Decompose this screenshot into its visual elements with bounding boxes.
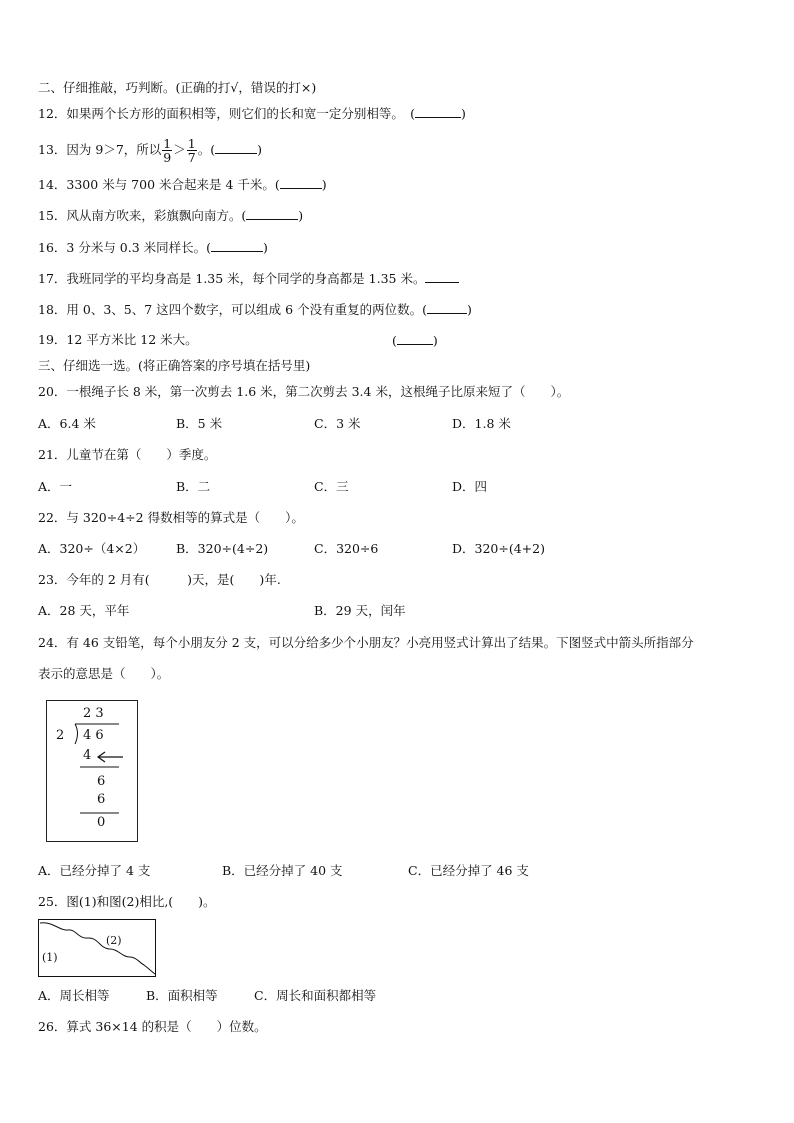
q15-text: 15．风从南方吹来，彩旗飘向南方。( <box>38 208 247 223</box>
question-22: 22．与 320÷4÷2 得数相等的算式是（ ）。 <box>38 510 304 525</box>
q25-option-a[interactable]: A．周长相等 <box>38 988 110 1003</box>
question-19 <box>38 332 198 348</box>
fraction-1-9 <box>162 137 172 164</box>
rectangle-with-curve <box>38 919 158 979</box>
answer-blank[interactable] <box>280 176 322 189</box>
q13-post: 。( <box>197 142 216 157</box>
remainder-6: 6 <box>97 774 106 789</box>
answer-blank[interactable] <box>246 207 298 220</box>
step-product-6: 6 <box>97 792 106 807</box>
q22-option-c[interactable]: C．320÷6 <box>314 541 379 556</box>
answer-blank[interactable] <box>425 270 459 283</box>
q18-text: 18．用 0、3、5、7 这四个数字，可以组成 6 个没有重复的两位数。( <box>38 302 427 317</box>
q20-option-a[interactable]: A．6.4 米 <box>38 416 96 431</box>
q12-close: ) <box>461 106 466 121</box>
q24-option-b[interactable]: B．已经分掉了 40 支 <box>222 863 343 878</box>
q22-option-d[interactable]: D．320÷(4+2) <box>452 541 545 556</box>
q20-option-c[interactable]: C．3 米 <box>314 416 361 431</box>
answer-blank[interactable] <box>215 141 257 154</box>
q25-option-b[interactable]: B．面积相等 <box>146 988 218 1003</box>
fraction-numerator: 1 <box>187 136 196 151</box>
q14-close: ) <box>321 177 327 192</box>
fraction-numerator: 1 <box>163 136 172 151</box>
quotient: 2 3 <box>83 706 104 721</box>
q16-text: 16．3 分米与 0.3 米同样长。( <box>38 240 212 255</box>
q21-option-b[interactable]: B．二 <box>176 479 211 494</box>
q22-option-a[interactable]: A．320÷（4×2） <box>38 541 146 556</box>
q17-text: 17．我班同学的平均身高是 1.35 米，每个同学的身高都是 1.35 米。 <box>38 271 426 286</box>
answer-blank[interactable] <box>211 239 263 252</box>
question-14 <box>38 176 327 193</box>
question-15 <box>38 207 303 224</box>
q21-option-a[interactable]: A．一 <box>38 479 73 494</box>
q13-text: 13．因为 9＞7，所以 <box>38 142 162 157</box>
question-24-line1: 24．有 46 支铅笔，每个小朋友分 2 支，可以分给多少个小朋友？小亮用竖式计算出了结果。下图竖式中箭头所指部分 <box>38 635 694 650</box>
q24-option-c[interactable]: C．已经分掉了 46 支 <box>408 863 529 878</box>
answer-blank[interactable] <box>427 301 467 314</box>
dividend: 4 6 <box>83 728 104 743</box>
question-17 <box>38 270 459 287</box>
q22-option-b[interactable]: B．320÷(4÷2) <box>176 541 269 556</box>
left-arrow-icon <box>95 751 135 763</box>
q16-close: ) <box>263 240 268 255</box>
question-12 <box>38 105 466 122</box>
q19-close: ) <box>432 333 438 348</box>
final-remainder: 0 <box>97 815 106 830</box>
fraction-denominator: 9 <box>163 150 172 165</box>
section2-heading: 二、仔细推敲，巧判断。(正确的打√，错误的打×) <box>38 80 317 95</box>
q13-close: ) <box>257 142 262 157</box>
question-26: 26．算式 36×14 的积是（ ）位数。 <box>38 1019 267 1034</box>
q24-option-a[interactable]: A．已经分掉了 4 支 <box>38 863 151 878</box>
region-1-label: (1) <box>42 951 58 964</box>
section3-heading: 三、仔细选一选。(将正确答案的序号填在括号里) <box>38 358 311 373</box>
question-16 <box>38 239 268 256</box>
divisor: 2 <box>56 728 65 743</box>
question-24-line2: 表示的意思是（ ）。 <box>38 666 170 681</box>
question-13 <box>38 133 262 167</box>
answer-blank[interactable] <box>415 105 461 118</box>
q19-answer <box>392 332 438 349</box>
division-bracket-lines <box>47 701 137 841</box>
q20-option-d[interactable]: D．1.8 米 <box>452 416 511 431</box>
question-25: 25．图(1)和图(2)相比,( )。 <box>38 894 216 909</box>
q21-option-c[interactable]: C．三 <box>314 479 349 494</box>
q23-option-a[interactable]: A．28 天，平年 <box>38 603 130 618</box>
q25-option-c[interactable]: C．周长和面积都相等 <box>254 988 377 1003</box>
step-product-4: 4 <box>83 748 92 763</box>
q18-close: ) <box>466 302 472 317</box>
question-18 <box>38 301 472 318</box>
question-21: 21．儿童节在第（ ）季度。 <box>38 447 217 462</box>
q21-option-d[interactable]: D．四 <box>452 479 488 494</box>
answer-blank[interactable] <box>397 332 433 345</box>
q12-text: 12．如果两个长方形的面积相等，则它们的长和宽一定分别相等。 ( <box>38 106 416 121</box>
fraction-1-7 <box>187 137 197 164</box>
q15-close: ) <box>298 208 304 223</box>
divided-rectangle-figure <box>38 919 158 982</box>
fraction-denominator: 7 <box>187 150 196 165</box>
question-20: 20．一根绳子长 8 米，第一次剪去 1.6 米，第二次剪去 3.4 米，这根绳子比原来短了（ ）。 <box>38 384 570 399</box>
q23-option-b[interactable]: B．29 天，闰年 <box>314 603 406 618</box>
greater-than: ＞ <box>173 142 186 157</box>
q19-text: 19．12 平方米比 12 米大。 <box>38 332 198 347</box>
q20-option-b[interactable]: B．5 米 <box>176 416 223 431</box>
long-division-figure <box>46 700 138 842</box>
question-23: 23．今年的 2 月有( )天，是( )年. <box>38 572 281 587</box>
region-2-label: (2) <box>106 934 122 947</box>
q14-text: 14．3300 米与 700 米合起来是 4 千米。( <box>38 177 280 192</box>
q19-open: ( <box>392 333 397 348</box>
